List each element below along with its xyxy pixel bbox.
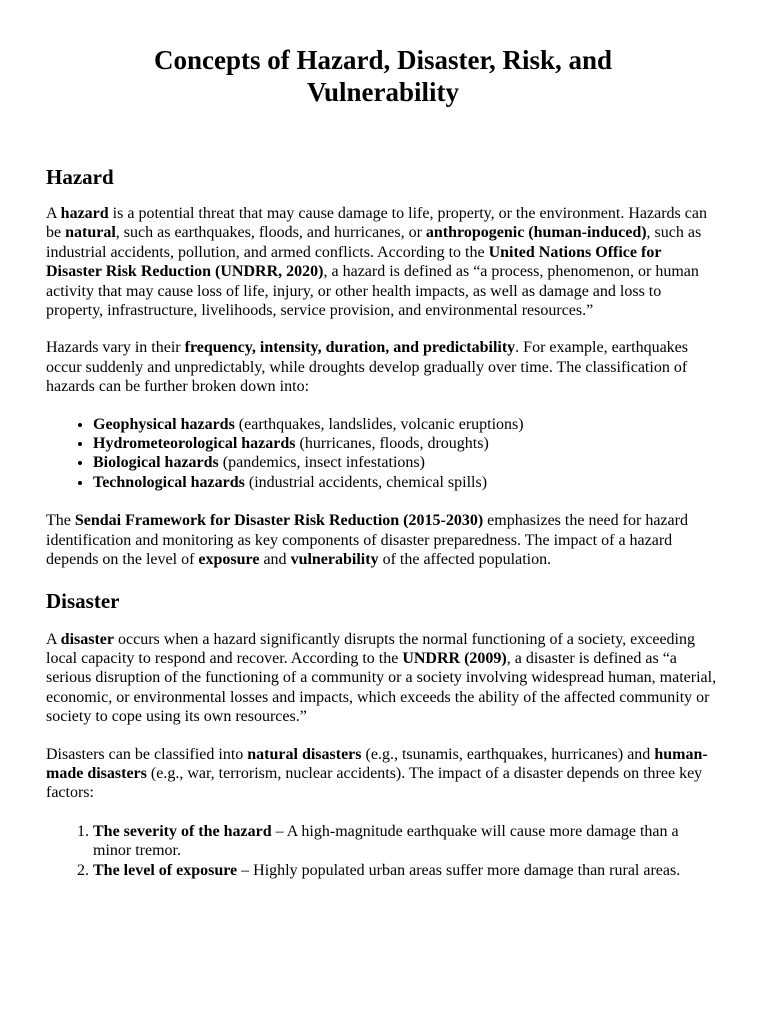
section-heading-hazard: Hazard bbox=[46, 165, 114, 189]
list-item: 1. The severity of the hazard – A high-magnitude earthquake will cause more damage than a minor tremor. bbox=[93, 822, 720, 861]
hazard-types-list bbox=[46, 415, 720, 493]
hazard-paragraph-3: The Sendai Framework for Disaster Risk Reduction (2015-2030) emphasizes the need for hazard identification and monitoring as key components of disaster preparedness. The impact of a hazard depends on the level of exposure and vulnerability of the affected population. bbox=[46, 512, 688, 569]
list-item: 2. The level of exposure – Highly populated urban areas suffer more damage than rural areas. bbox=[93, 861, 720, 880]
hazard-paragraph-2: Hazards vary in their frequency, intensity, duration, and predictability. For example, earthquakes occur suddenly and unpredictably, while droughts develop gradually over time. The classification of hazards can be further broken down into: bbox=[46, 339, 688, 396]
list-item: • Geophysical hazards (earthquakes, landslides, volcanic eruptions) bbox=[93, 415, 720, 434]
section-heading-disaster: Disaster bbox=[46, 588, 120, 613]
list-item: • Technological hazards (industrial accidents, chemical spills) bbox=[93, 473, 720, 492]
list-item: • Biological hazards (pandemics, insect infestations) bbox=[93, 453, 720, 472]
hazard-paragraph-1: A hazard is a potential threat that may cause damage to life, property, or the environment. Hazards can be natural, such as earthquakes, floods, and hurricanes, or anthropogenic (human-induced), such as industrial accidents, pollution, and armed conflicts. According to the United Nations Office for Disaster Risk Reduction (UNDRR, 2020), a hazard is defined as “a process, phenomenon, or human activity that may cause loss of life, injury, or other health impacts, as well as damage and loss to property, infrastructure, livelihoods, service provision, and environmental resources.” bbox=[46, 205, 707, 320]
disaster-paragraph-1: A disaster occurs when a hazard significantly disrupts the normal functioning of a society, exceeding local capacity to respond and recover. According to the UNDRR (2009), a disaster is defined as “a serious disruption of the functioning of a community or a society involving widespread human, material, economic, or environmental losses and impacts, which exceeds the ability of the affected community or society to cope using its own resources.” bbox=[46, 630, 717, 726]
document-title: Concepts of Hazard, Disaster, Risk, and Vulnerability bbox=[153, 45, 613, 107]
list-item: • Hydrometeorological hazards (hurricanes, floods, droughts) bbox=[93, 434, 720, 453]
document-page bbox=[46, 44, 720, 880]
disaster-paragraph-2: Disasters can be classified into natural disasters (e.g., tsunamis, earthquakes, hurricanes) and human-made disasters (e.g., war, terrorism, nuclear accidents). The impact of a disaster depends on three key factors: bbox=[46, 745, 708, 802]
disaster-factors-list bbox=[46, 822, 720, 880]
